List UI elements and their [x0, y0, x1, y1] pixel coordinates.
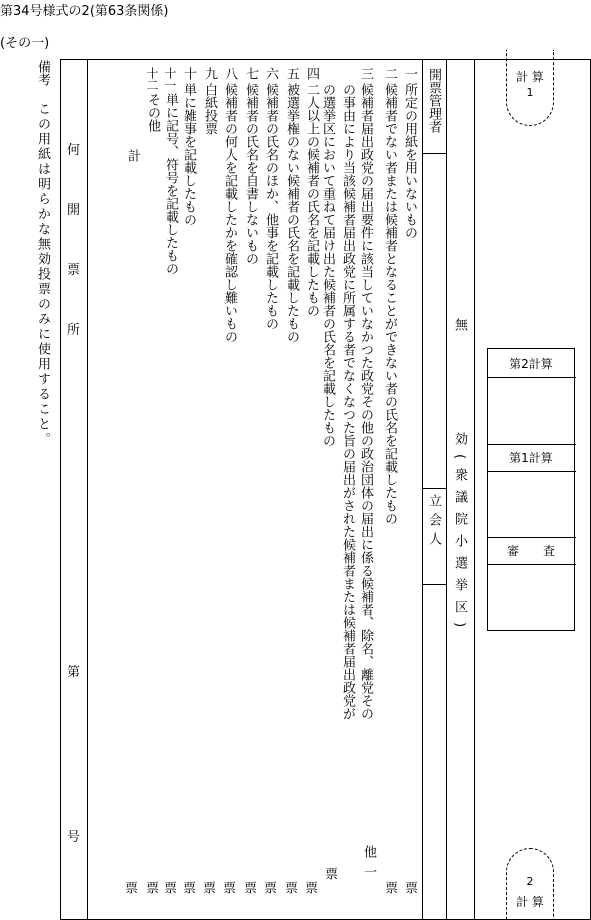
- hyo-mark: 票: [122, 881, 137, 894]
- subtitle: (その一): [0, 36, 50, 51]
- calc-bottom-number: 2: [526, 875, 534, 888]
- note-text: この用紙は明らかな無効投票のみに使用すること。: [35, 102, 50, 447]
- item-text: 二人以上の候補者の氏名を記載したもの: [304, 83, 319, 317]
- calc-boxes: [487, 348, 575, 631]
- calc-top-label: 計 算: [516, 70, 544, 84]
- place-char-3: 票: [67, 263, 81, 278]
- item-number: 九: [202, 67, 217, 80]
- place-char-1: 何: [67, 143, 81, 158]
- item-number: 四: [304, 67, 319, 80]
- first-calc-label: 第1計算: [509, 451, 553, 465]
- item-text: 候補者の氏名のほか、他事を記載したもの: [263, 83, 278, 330]
- hyo-mark: 票: [143, 881, 158, 894]
- item-text-continued: の事由により当該候補者届出政党に所属する者でなくなつた旨の届出がされた候補者または候補者届出政党が: [340, 83, 355, 720]
- item-text: 被選挙権のない候補者の氏名を記載したもの: [284, 83, 299, 343]
- item-number: 七: [243, 67, 258, 80]
- item-number: 十: [181, 67, 196, 80]
- total-label: 計: [125, 149, 140, 162]
- item-text: 単に雑事を記載したもの: [181, 83, 196, 226]
- item-number: 十二: [145, 67, 159, 91]
- note-head: 備考: [35, 60, 50, 86]
- hyo-mark: 票: [200, 881, 215, 894]
- hyo-mark: 票: [382, 881, 397, 894]
- title-mu: 無: [452, 318, 467, 331]
- item-text: 候補者の何人を記載したかを確認し難いもの: [222, 83, 237, 343]
- item-text: 白紙投票: [202, 83, 217, 135]
- calc-bottom-label: 計 算: [516, 895, 544, 909]
- place-column: [60, 59, 87, 920]
- kaihyo-kanrisha: 開票管理者: [426, 68, 441, 133]
- hyo-mark: 票: [402, 881, 417, 894]
- item-text: 所定の用紙を用いないもの: [402, 83, 417, 239]
- place-char-4: 所: [67, 323, 81, 338]
- item-number: 十一: [163, 67, 177, 91]
- item-text-continued: の選挙区において重ねて届け出た候補者の氏名を記載したもの: [320, 83, 335, 447]
- form-number: 第34号様式の2(第63条関係): [0, 4, 169, 19]
- place-char-6: 号: [67, 830, 81, 845]
- item-number: 三: [358, 67, 373, 80]
- item-text: 候補者でない者または候補者となることができない者の氏名を記載したもの: [382, 83, 397, 525]
- hyo-mark: 票: [220, 881, 235, 894]
- item-number: 六: [263, 67, 278, 80]
- place-char-2: 開: [67, 203, 81, 218]
- item-text: 候補者届出政党の届出要件に該当していなかつた政党その他の政治団体の届出に係る候補者、除名、離党その: [358, 83, 373, 720]
- hyo-mark: 票: [282, 881, 297, 894]
- item-number: 二: [382, 67, 397, 80]
- item-number: 一: [402, 67, 417, 80]
- hyo-mark: 票: [241, 881, 256, 894]
- title-rest: 効(衆議院小選挙区): [452, 432, 467, 637]
- calc-top-number: 1: [526, 86, 534, 99]
- calc-top-mark: [506, 50, 554, 126]
- hyo-mark: 票: [161, 881, 176, 894]
- review-label: 審 査: [506, 544, 555, 558]
- items-list: [87, 59, 422, 920]
- tachiainin: 立会人: [426, 494, 441, 551]
- item-number: 八: [222, 67, 237, 80]
- item-text: その他: [145, 93, 160, 132]
- item-number: 五: [284, 67, 299, 80]
- extra-ichi: 一: [361, 865, 376, 878]
- hyo-mark: 票: [322, 867, 337, 880]
- extra-ta: 他: [361, 845, 376, 858]
- calc-bottom-mark: [506, 848, 554, 920]
- place-char-5: 第: [67, 665, 81, 680]
- item-text: 単に記号、符号を記載したもの: [163, 93, 178, 275]
- hyo-mark: 票: [302, 881, 317, 894]
- hyo-mark: 票: [261, 881, 276, 894]
- hyo-mark: 票: [180, 881, 195, 894]
- second-calc-label: 第2計算: [509, 357, 553, 371]
- item-text: 候補者の氏名を自書しないもの: [243, 83, 258, 265]
